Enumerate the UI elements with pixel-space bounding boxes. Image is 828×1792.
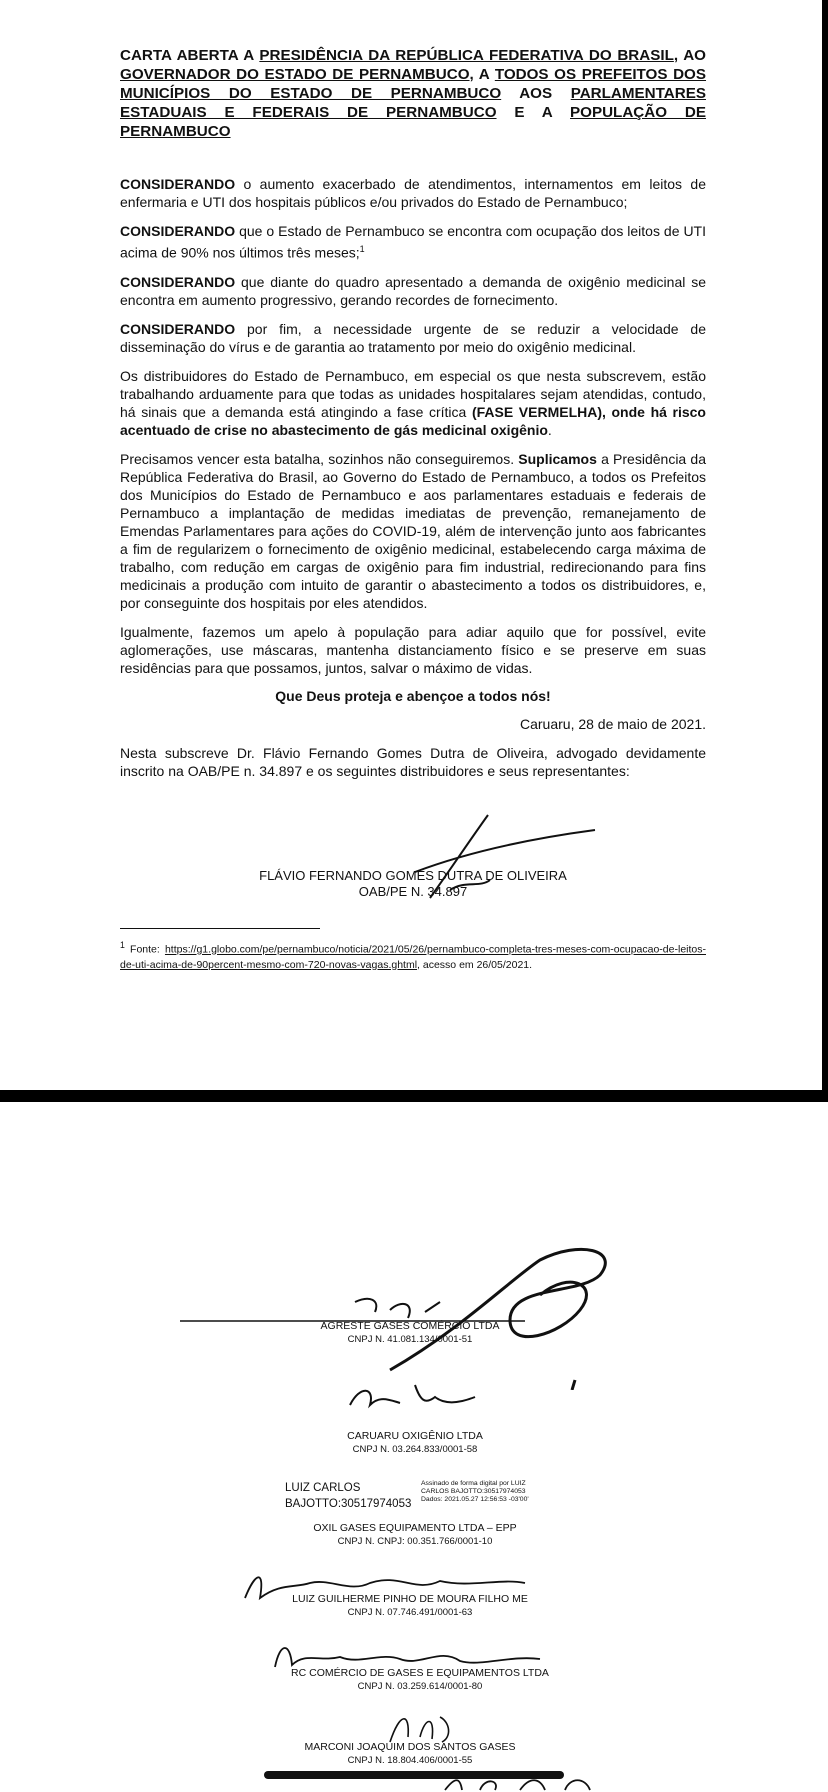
letter-body [120,46,706,791]
letter-title: CARTA ABERTA A PRESIDÊNCIA DA REPÚBLICA FEDERATIVA DO BRASIL, AO GOVERNADOR DO ESTADO DE PERNAMBUCO, A TODOS OS PREFEITOS DOS MUNICÍPIOS DO ESTADO DE PERNAMBUCO AOS PARLAMENTARES ESTADUAIS E FEDERAIS DE PERNAMBUCO E A POPULAÇÃO DE PERNAMBUCO [120,47,707,140]
company-name: MARCONI JOAQUIM DOS SANTOS GASES [304,1741,516,1753]
company-cnpj: CNPJ N. 41.081.134/0001-51 [347,1334,473,1345]
company-agreste [295,1320,525,1346]
title-governador: GOVERNADOR DO ESTADO DE PERNAMBUCO [120,66,470,83]
title-prefeitos: TODOS OS PREFEITOS DOS MUNICÍPIOS DO ESTADO DE PERNAMBUCO [120,66,707,102]
suplica-paragraph: Precisamos vencer esta batalha, sozinhos não conseguiremos. Suplicamos a Presidência da República Federativa do Brasil, ao Governo do Estado de Pernambuco, a todos os Prefeitos dos Municípios do Estado de Pernambuco e aos parlamentares estaduais e federais de Pernambuco a implantação de medidas imediatas de prevenção, remanejamento de Emendas Parlamentares para ações do COVID-19, além de intervenção junto aos fabricantes a fim de regularizem o fornecimento de oxigênio medicinal, estabelecendo carga máxima de trabalho, com redução em cargas de oxigênio para fim industrial, redirecionando para fins medicinais a produção com intuito de garantir o abastecimento a todos os distribuidores, e, por conseguinte dos hospitais por eles atendidos. [120,450,706,611]
title-presidencia: PRESIDÊNCIA DA REPÚBLICA FEDERATIVA DO BRASIL [259,47,674,64]
company-caruaru [315,1430,515,1456]
letter-date: Caruaru, 28 de maio de 2021. [519,715,706,732]
considerando-paragraph-2: CONSIDERANDO que o Estado de Pernambuco se encontra com ocupação dos leitos de UTI acima de 90% nos últimos três meses;$^1$ [120,223,706,261]
closing-blessing: Que Deus proteja e abençoe a todos nós! [275,687,551,704]
company-name: AGRESTE GASES COMÉRCIO LTDA [320,1320,500,1332]
company-marconi [290,1741,530,1767]
lawyer-signature-block [120,868,706,900]
digital-signature: LUIZ CARLOS BAJOTTO:30517974053 Assinado de forma digital por LUIZ CARLOS BAJOTTO:30517974053 Dados: 2021.05.27 12:56:53 -03'00' [285,1480,529,1510]
company-cnpj: CNPJ N. 18.804.406/0001-55 [347,1755,473,1766]
digital-signer-id: BAJOTTO:30517974053 [285,1498,412,1510]
lawyer-oab: OAB/PE N. 34.897 [358,884,468,899]
company-cnpj: CNPJ N. 07.746.491/0001-63 [347,1607,473,1618]
considerando-paragraph-3: CONSIDERANDO que diante do quadro apresentado a demanda de oxigênio medicinal se encontra em aumento progressivo, gerando recordes de fornecimento. [120,273,706,308]
footnote-link[interactable]: https://g1.globo.com/pe/pernambuco/noticia/2021/05/26/pernambuco-completa-tres-meses-com-ocupacao-de-leitos-de-uti-acima-de-90percent-mesmo-com-720-novas-vagas.ghtml [120,943,706,971]
lawyer-name: FLÁVIO FERNANDO GOMES DUTRA DE OLIVEIRA [259,868,567,883]
footnote-ref: 1 [359,244,365,254]
considerando-paragraph-1: CONSIDERANDO o aumento exacerbado de atendimentos, internamentos em leitos de enfermaria e UTI dos hospitais públicos e/ou privados do Estado de Pernambuco; [120,176,706,210]
footnote: $^1$ Fonte: https://g1.globo.com/pe/pernambuco/noticia/2021/05/26/pernambuco-completa-tres-meses-com-ocupacao-de-leitos-de-uti-acima-de-90percent-mesmo-com-720-novas-vagas.ghtml, acesso em 26/05/2021. [120,940,706,971]
footnote-divider [120,928,320,929]
company-cnpj: CNPJ N. 03.259.614/0001-80 [357,1681,483,1692]
subscreve-paragraph: Nesta subscreve Dr. Flávio Fernando Gomes Dutra de Oliveira, advogado devidamente inscrito na OAB/PE n. 34.897 e os seguintes distribuidores e seus representantes: [120,744,706,779]
company-name: CARUARU OXIGÊNIO LTDA [347,1430,483,1442]
home-indicator[interactable] [264,1771,564,1779]
company-cnpj: CNPJ N. CNPJ: 00.351.766/0001-10 [337,1536,493,1547]
considerando-paragraph-4: CONSIDERANDO por fim, a necessidade urgente de se reduzir a velocidade de disseminação do vírus e de garantia ao tratamento por meio do oxigênio medicinal. [120,320,706,355]
apelo-paragraph: Igualmente, fazemos um apelo à população para adiar aquilo que for possível, evite aglomerações, use máscaras, mantenha distanciamento físico e se preserve em suas residências para que possamos, juntos, salvar o máximo de vidas. [120,623,706,676]
company-oxil [290,1522,540,1548]
company-cnpj: CNPJ N. 03.264.833/0001-58 [352,1444,478,1455]
digital-signer-name: LUIZ CARLOS [285,1482,361,1494]
title-parlamentares: PARLAMENTARES ESTADUAIS E FEDERAIS DE PERNAMBUCO [120,85,706,121]
company-luiz-guilherme [280,1593,540,1619]
company-name: LUIZ GUILHERME PINHO DE MOURA FILHO ME [292,1593,528,1605]
company-rc [285,1667,555,1693]
company-name: RC COMÉRCIO DE GASES E EQUIPAMENTOS LTDA [291,1667,549,1679]
distribuidores-paragraph: Os distribuidores do Estado de Pernambuco, em especial os que nesta subscrevem, estão trabalhando arduamente para que todas as unidades hospitalares sejam atendidas, contudo, há sinais que a demanda está atingindo a fase crítica (FASE VERMELHA), onde há risco acentuado de crise no abastecimento de gás medicinal oxigênio. [120,367,706,438]
title-populacao: POPULAÇÃO DE PERNAMBUCO [120,104,706,140]
company-name: OXIL GASES EQUIPAMENTO LTDA – EPP [313,1522,517,1534]
